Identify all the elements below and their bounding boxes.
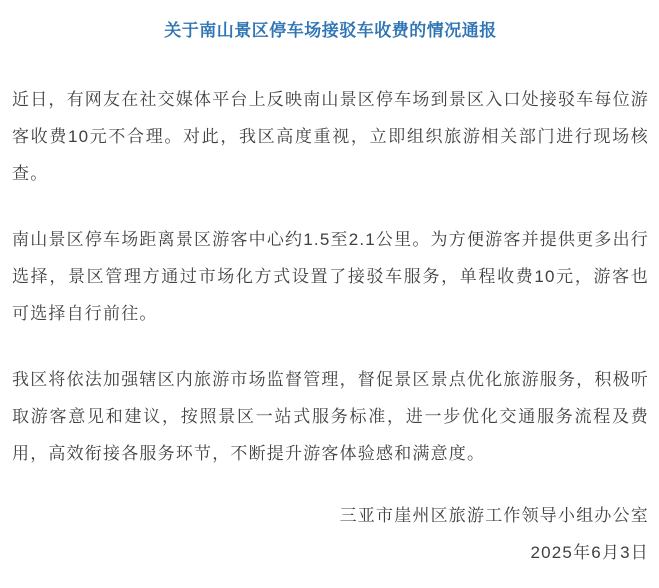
notice-page [0, 19, 659, 588]
notice-paragraph-1: 近日，有网友在社交媒体平台上反映南山景区停车场到景区入口处接驳车每位游客收费10元不合理。对此，我区高度重视，立即组织旅游相关部门进行现场核查。 [12, 90, 649, 183]
notice-title: 关于南山景区停车场接驳车收费的情况通报 [164, 21, 497, 40]
notice-paragraph-2: 南山景区停车场距离景区游客中心约1.5至2.1公里。为方便游客并提供更多出行选择，景区管理方通过市场化方式设置了接驳车服务，单程收费10元，游客也可选择自行前往。 [12, 230, 649, 323]
signature-block [12, 497, 649, 571]
notice-paragraph-3: 我区将依法加强辖区内旅游市场监督管理，督促景区景点优化旅游服务，积极听取游客意见和建议，按照景区一站式服务标准，进一步优化交通服务流程及费用，高效衔接各服务环节，不断提升游客体验感和满意度。 [12, 370, 649, 463]
issuing-office: 三亚市崖州区旅游工作领导小组办公室 [339, 506, 649, 525]
issue-date: 2025年6月3日 [530, 543, 649, 562]
